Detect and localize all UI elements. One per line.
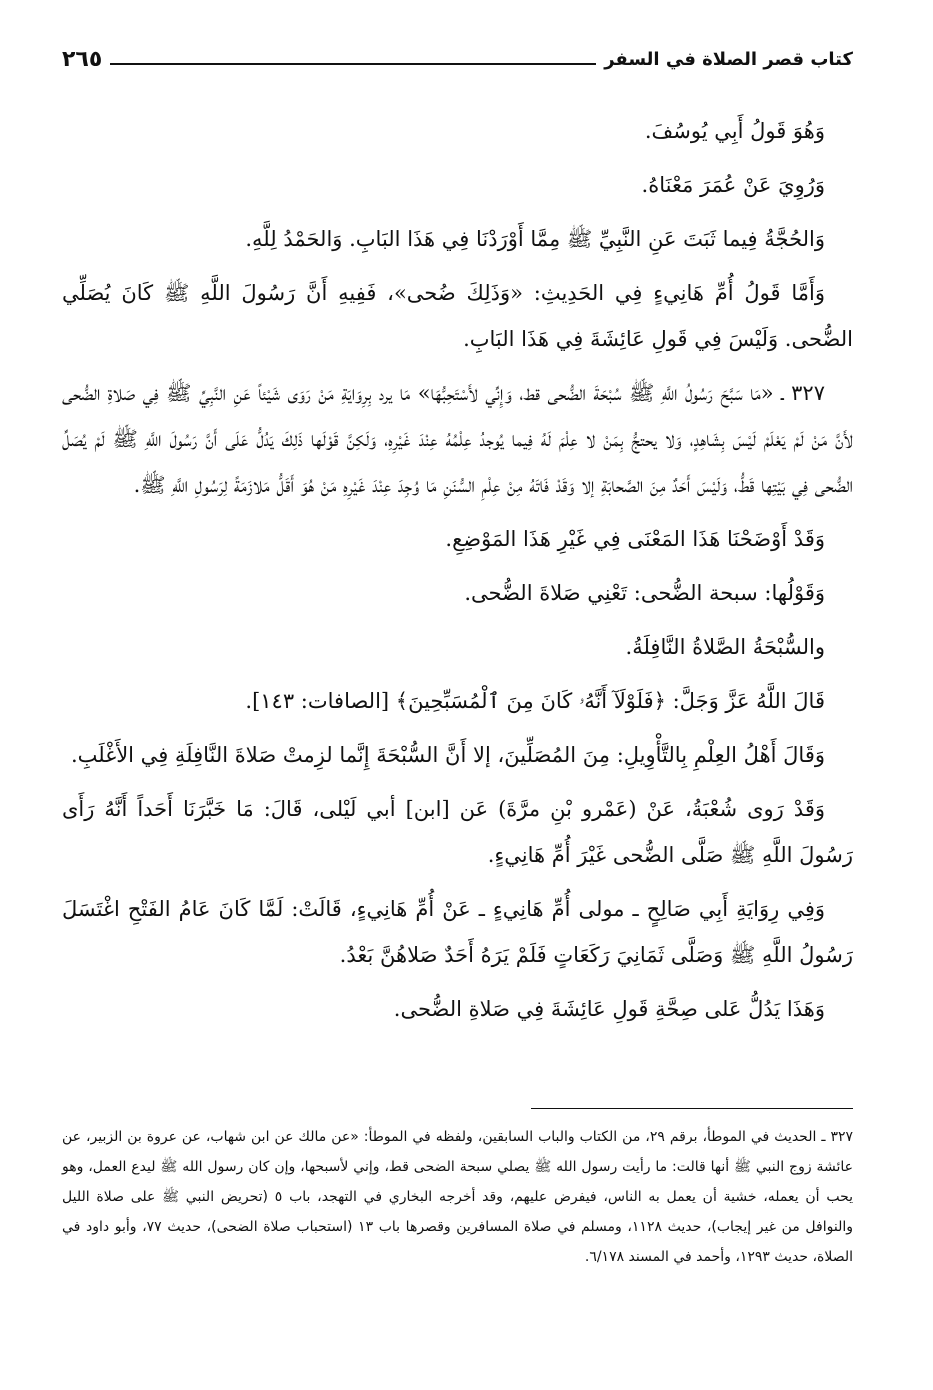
paragraph: وَقَدْ رَوى شُعْبَةُ، عَنْ (عَمْرو بْنِ مرَّةَ) عَن [ابن] أبي لَيْلى، قَالَ: مَا خَبَّرَنَا أَحَداً أَنَّهُ رَأَى رَسُولَ اللَّهِ ﷺ صَلَّى الضُّحى غَيْرَ أُمِّ هَانِيءٍ. (62, 797, 853, 867)
paragraph: وَقَدْ أَوْضَحْنَا هَذَا المَعْنَى فِي غَيْرِ هَذَا المَوْضِعِ. (445, 527, 825, 551)
footnote-divider (531, 1108, 853, 1109)
page-header (62, 38, 853, 72)
paragraph: وَرُوِيَ عَنْ عُمَرَ مَعْنَاهُ. (641, 173, 825, 197)
running-title: كتاب قصر الصلاة في السفر (604, 49, 853, 70)
header-rule (110, 63, 596, 65)
paragraph: وَهَذَا يَدُلُّ عَلى صِحَّةِ قَولِ عَائِشَةَ فِي صَلاةِ الضُّحى. (393, 997, 825, 1021)
page-number: ٢٦٥ (62, 47, 103, 72)
main-text (62, 108, 853, 1040)
paragraph: وَالحُجَّةُ فِيما ثَبَتَ عَنِ النَّبِيِّ ﷺ مِمَّا أَوْرَدْنَا فِي هَذَا البَابِ. وَالحَمْدُ لِلَّهِ. (245, 227, 825, 251)
paragraph: وَفِي رِوَايَةِ أَبِي صَالِحٍ ـ مولى أُمِّ هَانِيءٍ ـ عَنْ أُمِّ هَانِيءٍ، قَالَتْ: لَمَّا كَانَ عَامُ الفَتْحِ اغْتَسَلَ رَسُولُ اللَّهِ ﷺ وَصَلَّى ثَمَانِيَ رَكَعَاتٍ فَلَمْ يَرَهُ أَحَدٌ صَلاهُنَّ بَعْدُ. (62, 897, 853, 967)
paragraph: والسُّبْحَةُ الصَّلاةُ النَّافِلَةُ. (625, 635, 825, 659)
paragraph-hadith-327: ٣٢٧ ـ «مَا سَبَّحَ رَسُولُ اللَّهِ ﷺ سُبْحَةَ الضُّحى قط، وَإِنِّي لأَسْتَحِبُّهَا» مَا يرد بِرِوَايَةِ مَنْ رَوَى شَيْئاً عَنِ النَّبِيِّ ﷺ فِي صَلاةِ الضُّحى لأَنَّ مَنْ لَمْ يَعْلَمْ لَيْسَ بِشَاهِدٍ، وَلا يحتجُّ بِمَنْ لا عِلْمَ لَهُ فِيما يُوجدُ عِلْمُهُ عِنْدَ غَيْرِهِ، وَلَكِنَّ قَوْلَها ذَلِكَ يَدُلُّ عَلَى أَنَّ رَسُولَ اللَّهِ ﷺ لَمْ يُصَلِّ الضُّحى فِي بَيْتِها قَطُّ، وَلَيْسَ أَحَدٌ مِنَ الصَّحابَةِ إلا وَقَدْ فَاتَهُ مِنْ عِلْمِ السُّنَنِ مَا وُجِدَ عِنْدَ غَيْرِهِ مَنْ هُوَ أَقَلُّ مَلازَمَةً لِرَسُولِ اللَّهِ ﷺ. (62, 381, 853, 497)
paragraph: وَقَوْلُها: سبحة الضُّحى: تَعْنِي صَلاةَ الضُّحى. (464, 581, 825, 605)
paragraph: وَهُوَ قَولُ أَبِي يُوسُفَ. (644, 119, 825, 143)
footnote: ٣٢٧ ـ الحديث في الموطأ، برقم ٢٩، من الكتاب والباب السابقين، ولفظه في الموطأ: «عن مالك عن ابن شهاب، عن عروة بن الزبير، عن عائشة زوج النبي ﷺ أنها قالت: ما رأيت رسول الله ﷺ يصلي سبحة الضحى قط، وإني لأسبحها، وإن كان رسول الله ﷺ ليدع العمل، وهو يحب أن يعمله، خشية أن يعمل به الناس، فيفرض عليهم، وقد أخرجه البخاري في التهجد، باب ٥ (تحريض النبي ﷺ على صلاة الليل والنوافل من غير إيجاب)، حديث ١١٢٨، ومسلم في صلاة المسافرين وقصرها باب ١٣ (استحباب صلاة الضحى)، حديث ٧٧، وأبو داود في الصلاة، حديث ١٢٩٣، وأحمد في المسند ٦/١٧٨. (62, 1129, 854, 1265)
paragraph-quran-verse: قَالَ اللَّهُ عَزَّ وَجَلَّ: ﴿فَلَوْلَآ أَنَّهُۥ كَانَ مِنَ ٱلْمُسَبِّحِينَ﴾ [الصافات: ١٤٣]. (245, 689, 825, 713)
paragraph: وَأَمَّا قَولُ أُمِّ هَانِيءٍ فِي الحَدِيثِ: «وَذَلِكَ ضُحى»، فَفِيهِ أَنَّ رَسُولَ اللَّهِ ﷺ كَانَ يُصَلِّي الضُّحى. وَلَيْسَ فِي قَولِ عَائِشَةَ فِي هَذَا البَابِ. (62, 281, 853, 351)
paragraph: وَقَالَ أَهْلُ العِلْمِ بِالتَّأْوِيلِ: مِنَ المُصَلِّينَ، إلا أَنَّ السُّبْحَةَ إِنَّما لزِمتْ صَلاةَ النَّافِلَةِ فِي الأَغْلَبِ. (70, 743, 825, 767)
